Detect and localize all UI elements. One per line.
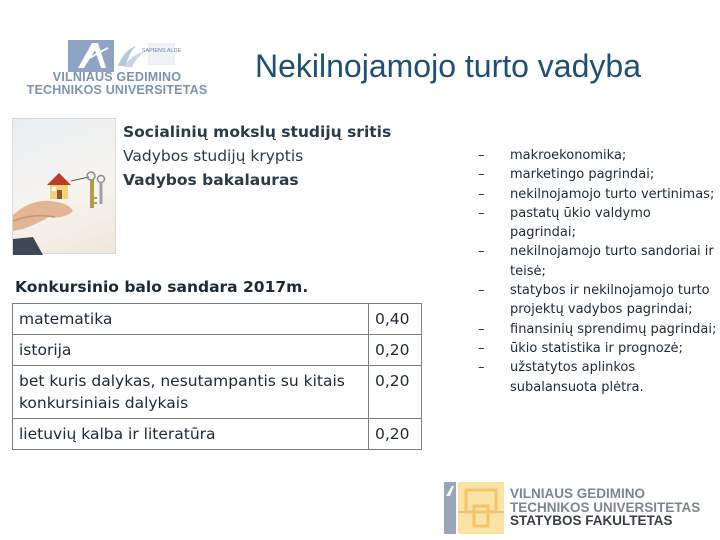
score-table (12, 303, 422, 450)
table-row (13, 366, 422, 419)
list-item: – finansinių sprendimų pagrindai; (478, 320, 718, 339)
logo-badge-text: SAPIENS ALDE (141, 48, 182, 54)
list-item: – ūkio statistika ir prognozė; (478, 339, 718, 358)
page-title: Nekilnojamojo turto vadyba (255, 48, 641, 84)
house-keys-photo (12, 118, 116, 254)
weight-cell: 0,20 (369, 419, 422, 450)
list-item: – marketingo pagrindai; (478, 165, 718, 184)
subject-cell: bet kuris dalykas, nesutampantis su kitais konkursiniais dalykais (13, 366, 369, 419)
table-row (13, 304, 422, 335)
list-item: – pastatų ūkio valdymo pagrindai; (478, 204, 718, 243)
weight-cell: 0,20 (369, 335, 422, 366)
faculty-line-3: STATYBOS FAKULTETAS (510, 513, 673, 528)
weight-cell: 0,20 (369, 366, 422, 419)
list-item: – nekilnojamojo turto vertinimas; (478, 185, 718, 204)
study-info (123, 120, 391, 192)
list-item: – statybos ir nekilnojamojo turto projektų vadybos pagrindai; (478, 281, 718, 320)
list-item: – nekilnojamojo turto sandoriai ir teisė; (478, 242, 718, 281)
study-degree: Vadybos bakalauras (123, 171, 299, 189)
weight-cell: 0,40 (369, 304, 422, 335)
list-item: – užstatytos aplinkos subalansuota plėtra. (478, 358, 718, 397)
subject-cell: lietuvių kalba ir literatūra (13, 419, 369, 450)
faculty-logo (432, 474, 720, 540)
faculty-line-1: VILNIAUS GEDIMINO (510, 486, 646, 501)
faculty-emblem-icon (444, 482, 504, 534)
house-keys-illustration (13, 119, 117, 255)
table-row (13, 335, 422, 366)
logo-line-2: TECHNIKOS UNIVERSITETAS (26, 83, 208, 97)
table-row (13, 419, 422, 450)
faculty-line-2: TECHNIKOS UNIVERSITETAS (510, 499, 701, 515)
study-direction: Vadybos studijų kryptis (123, 147, 304, 165)
list-item: – makroekonomika; (478, 146, 718, 165)
university-emblem-icon (68, 40, 182, 72)
course-list (478, 146, 718, 397)
university-logo (22, 38, 212, 100)
study-field: Socialinių mokslų studijų sritis (123, 123, 392, 141)
score-table-caption: Konkursinio balo sandara 2017m. (15, 278, 309, 296)
subject-cell: matematika (13, 304, 369, 335)
subject-cell: istorija (13, 335, 369, 366)
logo-line-1: VILNIAUS GEDIMINO (52, 70, 182, 84)
